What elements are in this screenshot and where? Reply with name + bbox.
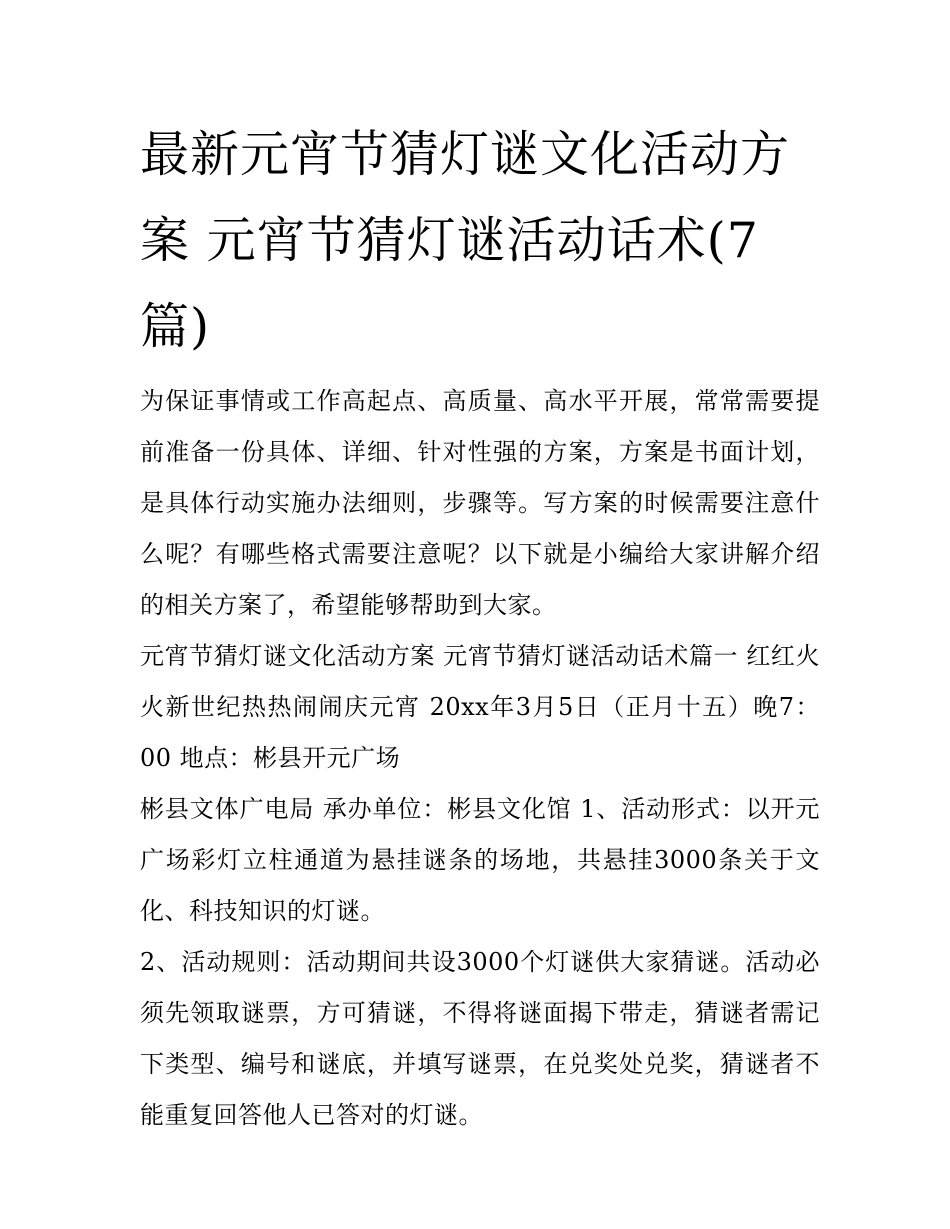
activity-rules-paragraph: 2、活动规则：活动期间共设3000个灯谜供大家猜谜。活动必须先领取谜票，方可猜谜，不得将谜面揭下带走，猜谜者需记下类型、编号和谜底，并填写谜票，在兑奖处兑奖，猜谜者不能重复回答他人已答对的灯谜。 <box>140 948 820 1129</box>
document-title: 最新元宵节猜灯谜文化活动方案 元宵节猜灯谜活动话术(7篇) <box>140 126 791 355</box>
intro-paragraph: 为保证事情或工作高起点、高质量、高水平开展，常常需要提前准备一份具体、详细、针对性强的方案，方案是书面计划，是具体行动实施办法细则，步骤等。写方案的时候需要注意什么呢？有哪些格式需要注意呢？以下就是小编给大家讲解介绍的相关方案了，希望能够帮助到大家。 <box>140 387 820 619</box>
activity-format-paragraph: 彬县文体广电局 承办单位：彬县文化馆 1、活动形式：以开元广场彩灯立柱通道为悬挂谜条的场地，共悬挂3000条关于文化、科技知识的灯谜。 <box>140 795 820 925</box>
document-page <box>140 112 820 1141</box>
activity-overview-paragraph: 元宵节猜灯谜文化活动方案 元宵节猜灯谜活动话术篇一 红红火火新世纪热热闹闹庆元宵 20xx年3月5日（正月十五）晚7：00 地点：彬县开元广场 <box>140 642 820 772</box>
